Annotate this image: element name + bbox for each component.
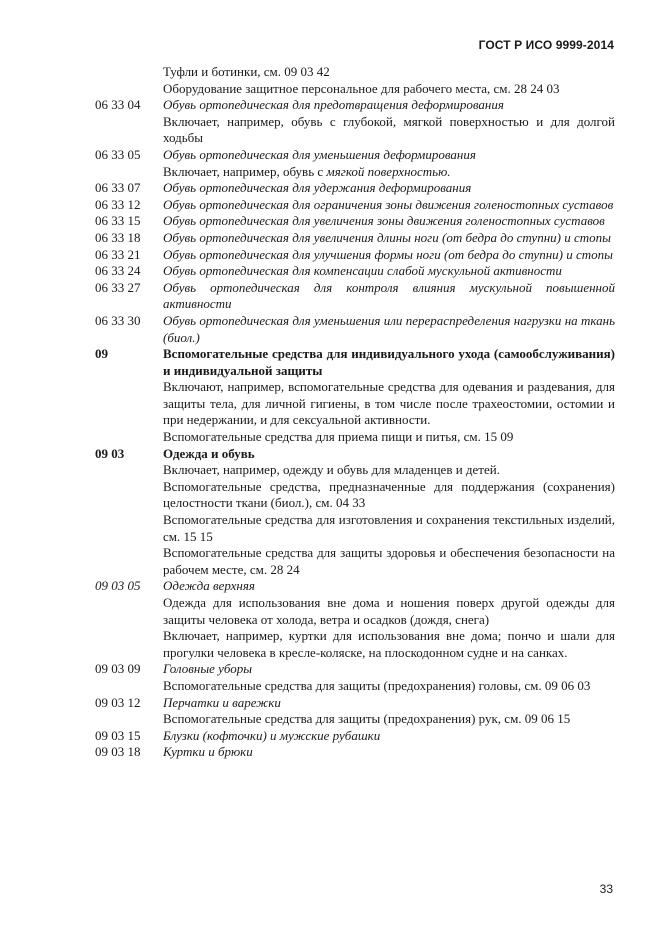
note-row: [0, 114, 661, 147]
entry-row: [0, 728, 661, 745]
entry-code: 06 33 18: [95, 229, 141, 245]
entry-text: Вспомогательные средства для защиты здоровья и обеспечения безопасности на рабочем месте, см. 28 24: [163, 545, 615, 577]
entry-row: [0, 313, 661, 346]
entry-note: [163, 512, 615, 545]
entry-text: Включают, например, вспомогательные средства для одевания и раздевания, для защиты тела, для личной гигиены, в том числе после трахеостомии, остомии и при недержании, и для сексуальной активности.: [163, 379, 615, 428]
entry-title: [163, 446, 615, 463]
note-row: [0, 678, 661, 695]
page-number: 33: [599, 882, 613, 896]
entry-title: [163, 728, 615, 745]
entry-text: Обувь ортопедическая для предотвращения деформирования: [163, 97, 504, 113]
entry-text: Обувь ортопедическая для удержания деформирования: [163, 180, 472, 196]
entry-note: [163, 64, 615, 81]
entry-title: [163, 263, 615, 280]
note-row: [0, 164, 661, 181]
entry-code: [95, 379, 163, 429]
entry-code: [95, 164, 163, 181]
entry-text: Вспомогательные средства для изготовления и сохранения текстильных изделий, см. 15 15: [163, 512, 615, 544]
entry-code: [95, 64, 163, 81]
entry-text: Вспомогательные средства для защиты (предохранения) головы, см. 09 06 03: [163, 677, 591, 693]
entry-row: [0, 280, 661, 313]
entry-text: Обувь ортопедическая для увеличения зоны движения голеностопных суставов: [163, 213, 605, 229]
entry-note: [163, 628, 615, 661]
entry-code: 09 03: [95, 445, 125, 461]
entry-title: [163, 661, 615, 678]
entry-row: [0, 247, 661, 264]
classification-list: [0, 64, 661, 761]
entry-title: [163, 346, 615, 379]
note-row: [0, 711, 661, 728]
entry-code: 06 33 27: [95, 279, 141, 295]
entry-code: [95, 81, 163, 98]
note-row: [0, 462, 661, 479]
note-row: [0, 628, 661, 661]
entry-text: Обувь ортопедическая для уменьшения или перераспределения нагрузки на ткань (биол.): [163, 312, 615, 345]
entry-title: [163, 578, 615, 595]
entry-code: [95, 114, 163, 147]
entry-note: [163, 678, 615, 695]
entry-title: [163, 695, 615, 712]
entry-text: Обувь ортопедическая для уменьшения деформирования: [163, 146, 476, 162]
entry-text: Вспомогательные средства, предназначенные для поддержания (сохранения) целостности ткани (биол.), см. 04 33: [163, 478, 615, 511]
entry-code: 06 33 21: [95, 246, 141, 262]
entry-code: 09: [95, 346, 108, 362]
entry-note: [163, 429, 615, 446]
entry-code: 06 33 05: [95, 146, 141, 162]
entry-code: 09 03 05: [95, 578, 141, 594]
note-row: [0, 64, 661, 81]
entry-title: [163, 97, 615, 114]
entry-code: [95, 462, 163, 479]
entry-title: [163, 197, 615, 214]
entry-text: Головные уборы: [163, 661, 253, 677]
entry-code: 06 33 12: [95, 196, 141, 212]
entry-title: [163, 180, 615, 197]
entry-code: [95, 429, 163, 446]
entry-code: [95, 479, 163, 512]
entry-note: [163, 114, 615, 147]
entry-code: 09 03 15: [95, 727, 141, 743]
entry-code: [95, 678, 163, 695]
entry-note: [163, 711, 615, 728]
note-row: [0, 479, 661, 512]
entry-text: Вспомогательные средства для приема пищи и питья, см. 15 09: [163, 429, 514, 445]
entry-text: Одежда и обувь: [163, 445, 255, 461]
entry-title: [163, 744, 615, 761]
entry-row: [0, 97, 661, 114]
entry-text: Включает, например, одежду и обувь для младенцев и детей.: [163, 462, 500, 478]
entry-text: Туфли и ботинки, см. 09 03 42: [163, 64, 330, 79]
note-row: [0, 512, 661, 545]
entry-text: Обувь ортопедическая для компенсации слабой мускульной активности: [163, 263, 562, 279]
entry-title: [163, 213, 615, 230]
note-row: [0, 429, 661, 446]
entry-text: Включает, например, обувь с: [163, 163, 327, 179]
entry-row: [0, 197, 661, 214]
entry-code: 09 03 18: [95, 744, 141, 760]
entry-note: [163, 164, 615, 181]
entry-text: Включает, например, куртки для использования вне дома; пончо и шали для прогулки человека в кресле-коляске, на плоскодонном судне и на санках.: [163, 628, 615, 660]
entry-row: [0, 346, 661, 379]
entry-row: [0, 446, 661, 463]
entry-text: Обувь ортопедическая для ограничения зоны движения голеностопных суставов: [163, 196, 614, 212]
entry-row: [0, 695, 661, 712]
entry-text: Перчатки и варежки: [163, 694, 281, 710]
entry-code: 06 33 07: [95, 180, 141, 196]
entry-code: [95, 512, 163, 545]
entry-text: Обувь ортопедическая для улучшения формы ноги (от бедра до ступни) и стопы: [163, 246, 613, 262]
entry-text: Одежда верхняя: [163, 578, 255, 594]
entry-code: [95, 595, 163, 628]
note-row: [0, 379, 661, 429]
entry-note: [163, 379, 615, 429]
entry-row: [0, 230, 661, 247]
entry-title: [163, 247, 615, 264]
entry-code: 06 33 15: [95, 213, 141, 229]
entry-title: [163, 313, 615, 346]
entry-text: Блузки (кофточки) и мужские рубашки: [163, 727, 381, 743]
entry-text: Вспомогательные средства для защиты (предохранения) рук, см. 09 06 15: [163, 711, 571, 727]
entry-title: [163, 230, 615, 247]
entry-text: Одежда для использования вне дома и ношения поверх другой одежды для защиты человека от холода, ветра и осадков (дождя, снега): [163, 595, 615, 627]
entry-note: [163, 479, 615, 512]
entry-text: Вспомогательные средства для индивидуального ухода (самообслуживания) и индивидуальной защиты: [163, 346, 615, 378]
entry-note: [163, 595, 615, 628]
entry-note: [163, 462, 615, 479]
entry-row: [0, 213, 661, 230]
entry-text-italic: мягкой поверхностью.: [326, 163, 451, 179]
entry-title: [163, 280, 615, 313]
entry-text: Куртки и брюки: [163, 744, 253, 760]
entry-row: [0, 744, 661, 761]
entry-row: [0, 180, 661, 197]
entry-note: [163, 545, 615, 578]
entry-text: Оборудование защитное персональное для рабочего места, см. 28 24 03: [163, 80, 560, 96]
entry-text: Обувь ортопедическая для контроля влияния мускульной повышенной активности: [163, 279, 615, 312]
note-row: [0, 81, 661, 98]
entry-code: 06 33 30: [95, 312, 141, 328]
entry-row: [0, 661, 661, 678]
note-row: [0, 545, 661, 578]
entry-code: [95, 711, 163, 728]
entry-text: Включает, например, обувь с глубокой, мягкой поверхностью и для долгой ходьбы: [163, 113, 615, 146]
entry-code: 09 03 09: [95, 661, 141, 677]
entry-row: [0, 578, 661, 595]
entry-row: [0, 147, 661, 164]
document-header: ГОСТ Р ИСО 9999-2014: [478, 38, 614, 52]
entry-row: [0, 263, 661, 280]
entry-code: 09 03 12: [95, 694, 141, 710]
entry-code: 06 33 24: [95, 263, 141, 279]
entry-code: [95, 628, 163, 661]
entry-code: 06 33 04: [95, 97, 141, 113]
note-row: [0, 595, 661, 628]
entry-note: [163, 81, 615, 98]
entry-title: [163, 147, 615, 164]
entry-code: [95, 545, 163, 578]
entry-text: Обувь ортопедическая для увеличения длины ноги (от бедра до ступни) и стопы: [163, 229, 611, 245]
